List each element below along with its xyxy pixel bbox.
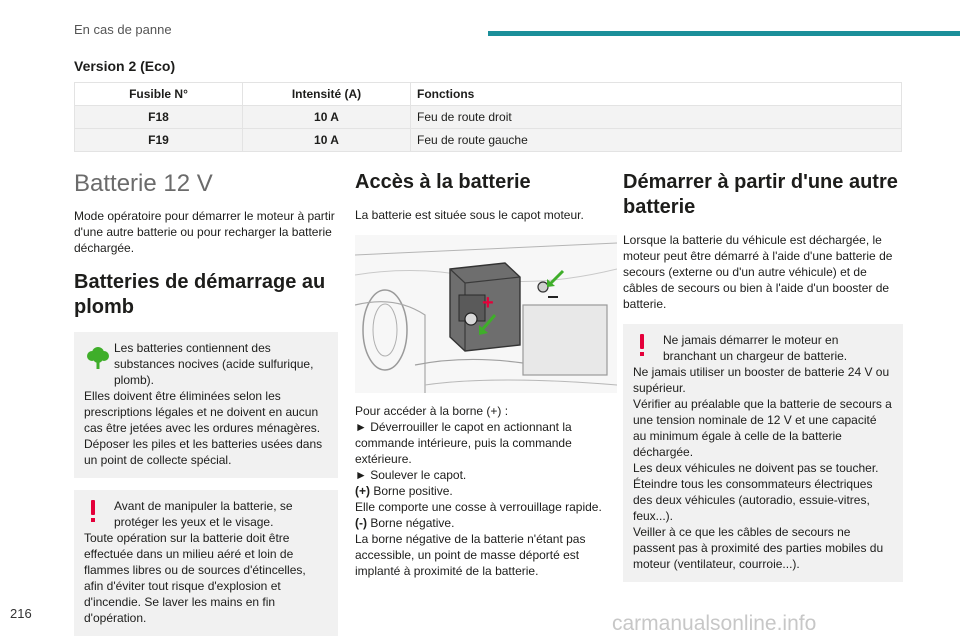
instruction-line: ► Soulever le capot. [355, 468, 467, 482]
warning-note [623, 324, 903, 582]
section-title: Batterie 12 V [74, 170, 213, 197]
engine-bay-illustration [355, 235, 617, 393]
warning-text: Vérifier au préalable que la batterie de secours a une tension nominale de 12 V et une capacité au minimum égale à celle de la batterie déchargée. [633, 397, 892, 459]
header-accent-bar [488, 31, 960, 36]
fuse-function: Feu de route droit [411, 106, 902, 129]
note-text: Elles doivent être éliminées selon les prescriptions légales et ne doivent en aucun cas être jetées avec les ordures ménagères. Déposer les piles et les batteries usées dans un point de collecte spécial. [84, 389, 323, 467]
subsection-title: Batteries de démarrage au plomb [74, 271, 326, 318]
column-battery-access [355, 170, 617, 579]
version-title: Version 2 (Eco) [74, 58, 176, 74]
note-first-line: Les batteries contiennent des substances nocives (acide sulfurique, plomb). [114, 341, 314, 387]
positive-text: Borne positive. [373, 484, 453, 498]
negative-text: Borne négative. [370, 516, 455, 530]
column-jump-start [623, 170, 903, 582]
fuse-intensity: 10 A [243, 129, 411, 152]
fuse-function: Feu de route gauche [411, 129, 902, 152]
fuse-table [74, 82, 902, 152]
warning-text: Éteindre tous les consommateurs électriques des deux véhicules (autoradio, essuie-vitres, feux...). [633, 477, 873, 523]
page-number: 216 [10, 606, 32, 621]
warning-icon [88, 500, 98, 526]
negative-detail: La borne négative de la batterie n'étant pas accessible, un point de masse déporté est implanté à proximité de la batterie. [355, 532, 586, 578]
watermark: carmanualsonline.info [612, 612, 817, 635]
intro-text: La batterie est située sous le capot moteur. [355, 208, 584, 222]
column-header: Fusible N° [75, 83, 243, 106]
positive-label: (+) [355, 484, 370, 498]
warning-text: Ne jamais utiliser un booster de batterie 24 V ou supérieur. [633, 365, 890, 395]
header-section-label: En cas de panne [74, 22, 172, 37]
environment-note [74, 332, 338, 478]
instruction-line: Pour accéder à la borne (+) : [355, 404, 509, 418]
tree-icon [86, 344, 110, 370]
fuse-intensity: 10 A [243, 106, 411, 129]
fuse-number: F18 [75, 106, 243, 129]
table-row [75, 106, 902, 129]
engine-bay-drawing [355, 235, 617, 393]
column-header: Intensité (A) [243, 83, 411, 106]
intro-text: Mode opératoire pour démarrer le moteur à partir d'une autre batterie ou pour recharger la batterie déchargée. [74, 209, 335, 255]
warning-text: Veiller à ce que les câbles de secours ne passent pas à proximité des parties mobiles du moteur (ventilateur, courroie...). [633, 525, 884, 571]
negative-terminal-line [355, 515, 617, 531]
warning-note [74, 490, 338, 636]
table-row [75, 129, 902, 152]
column-battery [74, 170, 338, 636]
section-title: Accès à la batterie [355, 171, 531, 193]
section-title: Démarrer à partir d'une autre batterie [623, 171, 898, 218]
warning-icon [637, 334, 647, 360]
positive-terminal-line [355, 483, 617, 499]
warning-first-line: Ne jamais démarrer le moteur en branchant un chargeur de batterie. [663, 333, 848, 363]
warning-text: Toute opération sur la batterie doit être effectuée dans un milieu aéré et loin de flammes libres ou de sources d'étincelles, afin d'éviter tout risque d'explosion et d'incendie. Se laver les mains en fin d'opération. [84, 531, 306, 625]
instruction-line: ► Déverrouiller le capot en actionnant la commande intérieure, puis la commande extérieure. [355, 420, 572, 466]
intro-text: Lorsque la batterie du véhicule est déchargée, le moteur peut être démarré à l'aide d'une batterie de secours (externe ou d'un autre véhicule) et de câbles de secours ou bien à l'aide d'un booster de batterie. [623, 233, 893, 311]
warning-first-line: Avant de manipuler la batterie, se protéger les yeux et le visage. [114, 499, 293, 529]
warning-text: Les deux véhicules ne doivent pas se toucher. [633, 461, 879, 475]
positive-detail: Elle comporte une cosse à verrouillage rapide. [355, 500, 602, 514]
negative-label: (-) [355, 516, 367, 530]
column-header: Fonctions [411, 83, 902, 106]
fuse-number: F19 [75, 129, 243, 152]
table-header-row [75, 83, 902, 106]
svg-text:+: + [482, 292, 494, 314]
